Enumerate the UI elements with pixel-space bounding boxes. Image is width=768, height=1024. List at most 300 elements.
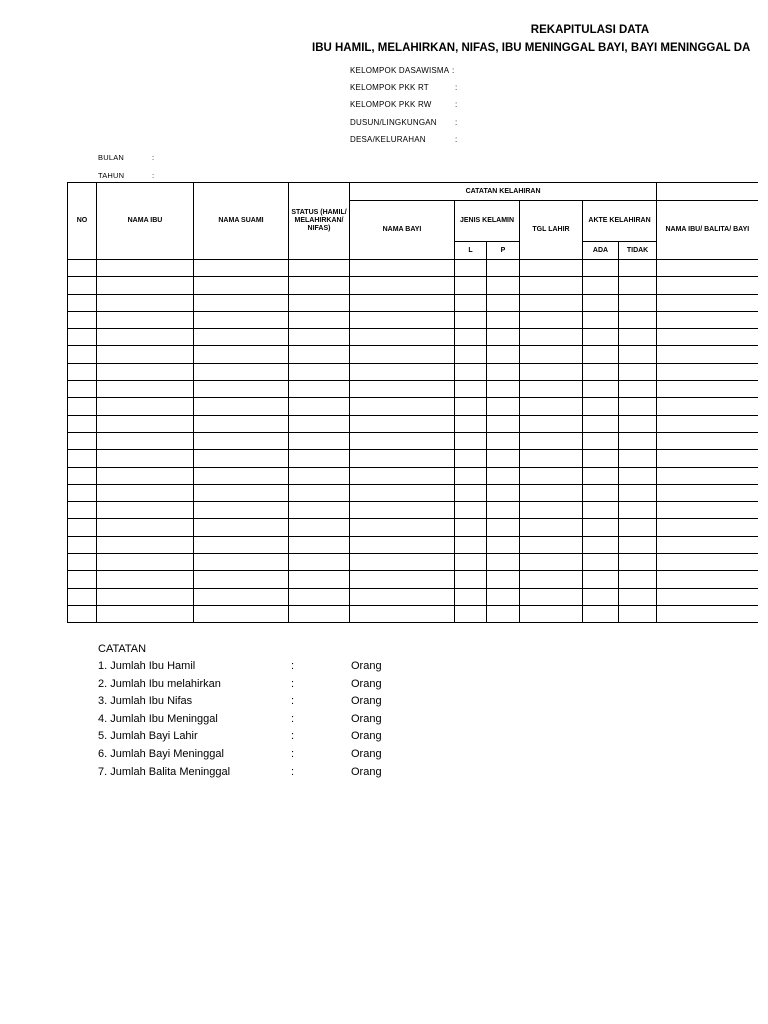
table-cell[interactable] (455, 605, 487, 622)
table-cell[interactable] (68, 484, 97, 501)
table-cell[interactable] (194, 346, 289, 363)
table-cell[interactable] (97, 294, 194, 311)
table-cell[interactable] (350, 519, 455, 536)
table-cell[interactable] (657, 311, 758, 328)
table-cell[interactable] (289, 588, 350, 605)
table-row (68, 329, 758, 346)
table-cell[interactable] (97, 381, 194, 398)
table-row (68, 502, 758, 519)
table-cell[interactable] (289, 554, 350, 571)
note-label: 5. Jumlah Bayi Lahir (98, 730, 198, 743)
table-cell[interactable] (289, 450, 350, 467)
table-cell[interactable] (289, 484, 350, 501)
table-row (68, 294, 758, 311)
table-cell[interactable] (520, 519, 583, 536)
table-cell[interactable] (350, 502, 455, 519)
meta-separator: : (455, 83, 458, 92)
table-cell[interactable] (487, 346, 520, 363)
table-cell[interactable] (487, 571, 520, 588)
table-cell[interactable] (289, 346, 350, 363)
table-cell[interactable] (194, 329, 289, 346)
table-cell[interactable] (289, 605, 350, 622)
meta-field (350, 135, 457, 144)
table-cell[interactable] (657, 588, 758, 605)
table-cell[interactable] (487, 363, 520, 380)
table-cell[interactable] (455, 311, 487, 328)
table-cell[interactable] (583, 346, 619, 363)
table-cell[interactable] (97, 605, 194, 622)
table-cell[interactable] (455, 502, 487, 519)
table-cell[interactable] (583, 467, 619, 484)
table-cell[interactable] (350, 415, 455, 432)
table-cell[interactable] (487, 605, 520, 622)
table-cell[interactable] (289, 571, 350, 588)
table-cell[interactable] (657, 467, 758, 484)
table-cell[interactable] (455, 260, 487, 277)
table-cell[interactable] (455, 329, 487, 346)
table-cell[interactable] (289, 329, 350, 346)
note-item (98, 748, 382, 760)
table-row (68, 450, 758, 467)
table-cell[interactable] (657, 519, 758, 536)
note-label: 2. Jumlah Ibu melahirkan (98, 677, 221, 690)
table-cell[interactable] (583, 588, 619, 605)
table-cell[interactable] (455, 346, 487, 363)
table-cell[interactable] (194, 260, 289, 277)
table-cell[interactable] (520, 605, 583, 622)
table-cell[interactable] (68, 432, 97, 449)
table-cell[interactable] (68, 571, 97, 588)
table-cell[interactable] (289, 536, 350, 553)
table-cell[interactable] (194, 588, 289, 605)
meta-separator: : (455, 118, 458, 127)
table-cell[interactable] (194, 484, 289, 501)
table-cell[interactable] (487, 484, 520, 501)
table-cell[interactable] (657, 571, 758, 588)
bulan-label: BULAN (98, 153, 125, 162)
table-cell[interactable] (194, 432, 289, 449)
table-cell[interactable] (97, 311, 194, 328)
table-cell[interactable] (194, 450, 289, 467)
table-cell[interactable] (68, 415, 97, 432)
tahun-field (98, 171, 154, 180)
note-item (98, 660, 382, 672)
table-cell[interactable] (520, 398, 583, 415)
meta-field (350, 83, 457, 92)
table-cell[interactable] (657, 346, 758, 363)
col-header-jenis-kelamin: JENIS KELAMIN (455, 201, 520, 242)
table-cell[interactable] (194, 605, 289, 622)
table-cell[interactable] (97, 467, 194, 484)
note-unit: Orang (351, 677, 382, 690)
table-cell[interactable] (68, 311, 97, 328)
table-cell[interactable] (487, 260, 520, 277)
table-row (68, 432, 758, 449)
table-cell[interactable] (657, 329, 758, 346)
table-cell[interactable] (455, 571, 487, 588)
table-cell[interactable] (619, 311, 657, 328)
document-subtitle: IBU HAMIL, MELAHIRKAN, NIFAS, IBU MENINGGAL BAYI, BAYI MENINGGAL DA (312, 42, 751, 54)
table-cell[interactable] (97, 329, 194, 346)
table-cell[interactable] (487, 536, 520, 553)
table-cell[interactable] (520, 536, 583, 553)
table-cell[interactable] (68, 467, 97, 484)
table-cell[interactable] (68, 536, 97, 553)
table-row (68, 605, 758, 622)
table-cell[interactable] (583, 363, 619, 380)
note-item (98, 730, 382, 742)
table-cell[interactable] (619, 450, 657, 467)
table-cell[interactable] (487, 294, 520, 311)
table-cell[interactable] (350, 346, 455, 363)
table-cell[interactable] (68, 277, 97, 294)
note-label: 3. Jumlah Ibu Nifas (98, 695, 193, 708)
table-cell[interactable] (350, 432, 455, 449)
table-cell[interactable] (619, 432, 657, 449)
meta-separator: : (455, 100, 458, 109)
note-unit: Orang (351, 695, 382, 708)
table-cell[interactable] (350, 260, 455, 277)
table-cell[interactable] (350, 329, 455, 346)
table-row (68, 571, 758, 588)
table-cell[interactable] (97, 484, 194, 501)
table-row (68, 398, 758, 415)
table-row (68, 311, 758, 328)
table-cell[interactable] (68, 381, 97, 398)
table-cell[interactable] (657, 415, 758, 432)
table-cell[interactable] (520, 294, 583, 311)
col-header-no: NO (68, 183, 97, 260)
table-cell[interactable] (350, 398, 455, 415)
table-cell[interactable] (583, 571, 619, 588)
table-cell[interactable] (97, 398, 194, 415)
table-cell[interactable] (657, 536, 758, 553)
table-cell[interactable] (520, 415, 583, 432)
table-cell[interactable] (97, 363, 194, 380)
table-cell[interactable] (619, 398, 657, 415)
table-cell[interactable] (520, 277, 583, 294)
tahun-label: TAHUN (98, 171, 125, 180)
table-cell[interactable] (455, 294, 487, 311)
table-cell[interactable] (487, 467, 520, 484)
table-row (68, 467, 758, 484)
table-cell[interactable] (657, 432, 758, 449)
table-cell[interactable] (455, 484, 487, 501)
note-unit: Orang (351, 712, 382, 725)
table-cell[interactable] (583, 294, 619, 311)
table-cell[interactable] (455, 554, 487, 571)
note-item (98, 695, 382, 707)
table-cell[interactable] (583, 484, 619, 501)
table-cell[interactable] (619, 536, 657, 553)
table-cell[interactable] (520, 311, 583, 328)
table-cell[interactable] (520, 432, 583, 449)
table-cell[interactable] (619, 484, 657, 501)
table-cell[interactable] (194, 381, 289, 398)
table-cell[interactable] (194, 467, 289, 484)
table-cell[interactable] (350, 554, 455, 571)
table-cell[interactable] (97, 450, 194, 467)
table-cell[interactable] (455, 467, 487, 484)
table-cell[interactable] (97, 260, 194, 277)
table-cell[interactable] (289, 381, 350, 398)
table-row (68, 554, 758, 571)
col-header-tidak: TIDAK (619, 242, 657, 260)
document-title: REKAPITULASI DATA (530, 24, 650, 36)
table-cell[interactable] (520, 467, 583, 484)
table-cell[interactable] (487, 502, 520, 519)
table-cell[interactable] (657, 381, 758, 398)
table-cell[interactable] (350, 467, 455, 484)
table-cell[interactable] (455, 381, 487, 398)
table-cell[interactable] (194, 415, 289, 432)
table-cell[interactable] (289, 294, 350, 311)
col-header-nama-suami: NAMA SUAMI (194, 183, 289, 260)
meta-label: DESA/KELURAHAN (350, 135, 426, 144)
table-cell[interactable] (68, 363, 97, 380)
table-cell[interactable] (194, 519, 289, 536)
table-cell[interactable] (68, 260, 97, 277)
meta-separator: : (452, 66, 455, 75)
table-cell[interactable] (487, 432, 520, 449)
table-cell[interactable] (657, 294, 758, 311)
table-cell[interactable] (487, 588, 520, 605)
table-cell[interactable] (350, 605, 455, 622)
table-cell[interactable] (487, 398, 520, 415)
table-cell[interactable] (289, 398, 350, 415)
table-cell[interactable] (583, 381, 619, 398)
note-separator: : (291, 730, 295, 743)
table-cell[interactable] (455, 415, 487, 432)
bulan-separator: : (152, 153, 155, 162)
table-cell[interactable] (487, 277, 520, 294)
table-cell[interactable] (194, 536, 289, 553)
table-cell[interactable] (657, 554, 758, 571)
table-cell[interactable] (520, 346, 583, 363)
table-cell[interactable] (455, 432, 487, 449)
note-unit: Orang (351, 748, 382, 760)
table-cell[interactable] (520, 260, 583, 277)
table-cell[interactable] (619, 329, 657, 346)
table-cell[interactable] (350, 311, 455, 328)
table-cell[interactable] (619, 260, 657, 277)
note-separator: : (291, 765, 295, 778)
table-cell[interactable] (657, 398, 758, 415)
table-cell[interactable] (619, 571, 657, 588)
table-cell[interactable] (657, 277, 758, 294)
table-cell[interactable] (194, 277, 289, 294)
table-cell[interactable] (583, 450, 619, 467)
table-cell[interactable] (194, 294, 289, 311)
notes-title: CATATAN (98, 643, 147, 655)
note-separator: : (291, 695, 295, 708)
table-cell[interactable] (619, 294, 657, 311)
table-cell[interactable] (619, 554, 657, 571)
table-cell[interactable] (487, 329, 520, 346)
table-cell[interactable] (619, 346, 657, 363)
table-cell[interactable] (289, 277, 350, 294)
note-unit: Orang (351, 730, 382, 743)
table-cell[interactable] (194, 398, 289, 415)
table-row (68, 363, 758, 380)
table-cell[interactable] (68, 554, 97, 571)
table-cell[interactable] (194, 571, 289, 588)
table-cell[interactable] (619, 519, 657, 536)
table-cell[interactable] (487, 450, 520, 467)
table-cell[interactable] (194, 502, 289, 519)
table-cell[interactable] (68, 329, 97, 346)
table-cell[interactable] (520, 381, 583, 398)
table-cell[interactable] (350, 588, 455, 605)
table-cell[interactable] (487, 381, 520, 398)
table-cell[interactable] (455, 519, 487, 536)
table-cell[interactable] (520, 363, 583, 380)
table-cell[interactable] (619, 277, 657, 294)
tahun-separator: : (152, 171, 155, 180)
table-cell[interactable] (657, 450, 758, 467)
table-cell[interactable] (487, 311, 520, 328)
table-cell[interactable] (68, 605, 97, 622)
table-cell[interactable] (583, 277, 619, 294)
table-cell[interactable] (194, 554, 289, 571)
table-cell[interactable] (194, 363, 289, 380)
data-table (67, 182, 758, 623)
table-cell[interactable] (455, 588, 487, 605)
note-label: 6. Jumlah Bayi Meninggal (98, 748, 224, 760)
table-cell[interactable] (520, 329, 583, 346)
table-cell[interactable] (520, 484, 583, 501)
table-cell[interactable] (68, 450, 97, 467)
table-cell[interactable] (619, 467, 657, 484)
table-cell[interactable] (289, 415, 350, 432)
table-cell[interactable] (619, 363, 657, 380)
table-cell[interactable] (487, 519, 520, 536)
table-cell[interactable] (455, 363, 487, 380)
col-header-tgl-lahir: TGL LAHIR (520, 201, 583, 260)
table-cell[interactable] (68, 398, 97, 415)
table-cell[interactable] (619, 415, 657, 432)
table-cell[interactable] (350, 277, 455, 294)
meta-label: DUSUN/LINGKUNGAN (350, 118, 437, 127)
table-cell[interactable] (289, 363, 350, 380)
table-cell[interactable] (350, 450, 455, 467)
table-cell[interactable] (350, 294, 455, 311)
col-header-ada: ADA (583, 242, 619, 260)
table-cell[interactable] (583, 415, 619, 432)
table-cell[interactable] (350, 571, 455, 588)
table-row (68, 588, 758, 605)
table-cell[interactable] (619, 502, 657, 519)
table-cell[interactable] (289, 432, 350, 449)
table-cell[interactable] (583, 502, 619, 519)
table-cell[interactable] (350, 381, 455, 398)
table-cell[interactable] (289, 467, 350, 484)
table-cell[interactable] (583, 554, 619, 571)
table-cell[interactable] (619, 381, 657, 398)
col-header-nama-ibu-balita: NAMA IBU/ BALITA/ BAYI (657, 201, 758, 260)
table-cell[interactable] (97, 554, 194, 571)
table-cell[interactable] (97, 346, 194, 363)
table-cell[interactable] (487, 554, 520, 571)
table-cell[interactable] (97, 432, 194, 449)
col-header-catatan-kelahiran: CATATAN KELAHIRAN (350, 183, 657, 201)
table-row (68, 381, 758, 398)
table-row (68, 277, 758, 294)
table-cell[interactable] (520, 554, 583, 571)
col-header-nama-ibu: NAMA IBU (97, 183, 194, 260)
table-row (68, 260, 758, 277)
table-cell[interactable] (520, 588, 583, 605)
table-cell[interactable] (657, 605, 758, 622)
table-cell[interactable] (68, 346, 97, 363)
table-cell[interactable] (583, 260, 619, 277)
table-cell[interactable] (289, 519, 350, 536)
table-cell[interactable] (583, 432, 619, 449)
meta-label: KELOMPOK PKK RT (350, 83, 429, 92)
meta-field (350, 100, 457, 109)
table-cell[interactable] (97, 571, 194, 588)
table-cell[interactable] (68, 588, 97, 605)
table-row (68, 415, 758, 432)
table-cell[interactable] (520, 450, 583, 467)
table-cell[interactable] (68, 502, 97, 519)
table-cell[interactable] (350, 536, 455, 553)
table-row (68, 519, 758, 536)
table-cell[interactable] (583, 519, 619, 536)
table-cell[interactable] (97, 415, 194, 432)
note-separator: : (291, 712, 295, 725)
table-cell[interactable] (350, 363, 455, 380)
table-cell[interactable] (657, 484, 758, 501)
table-cell[interactable] (619, 588, 657, 605)
table-cell[interactable] (97, 519, 194, 536)
col-header-status: STATUS (HAMIL/ MELAHIRKAN/ NIFAS) (289, 183, 350, 260)
table-cell[interactable] (97, 277, 194, 294)
table-cell[interactable] (583, 536, 619, 553)
table-cell[interactable] (487, 415, 520, 432)
table-cell[interactable] (455, 398, 487, 415)
table-cell[interactable] (520, 571, 583, 588)
table-cell[interactable] (583, 398, 619, 415)
table-cell[interactable] (68, 294, 97, 311)
table-cell[interactable] (455, 536, 487, 553)
note-unit: Orang (351, 765, 382, 778)
table-cell[interactable] (455, 450, 487, 467)
table-cell[interactable] (97, 502, 194, 519)
note-separator: : (291, 660, 295, 672)
table-cell[interactable] (194, 311, 289, 328)
table-cell[interactable] (97, 536, 194, 553)
table-cell[interactable] (657, 363, 758, 380)
table-cell[interactable] (657, 260, 758, 277)
table-cell[interactable] (289, 311, 350, 328)
note-label: 7. Jumlah Balita Meninggal (98, 765, 231, 778)
table-cell[interactable] (350, 484, 455, 501)
table-cell[interactable] (68, 519, 97, 536)
table-cell[interactable] (520, 502, 583, 519)
col-header-akte-kelahiran: AKTE KELAHIRAN (583, 201, 657, 242)
table-cell[interactable] (657, 502, 758, 519)
table-cell[interactable] (97, 588, 194, 605)
table-cell[interactable] (583, 605, 619, 622)
table-cell[interactable] (289, 502, 350, 519)
table-cell[interactable] (289, 260, 350, 277)
meta-separator: : (455, 135, 458, 144)
table-cell[interactable] (583, 329, 619, 346)
table-cell[interactable] (583, 311, 619, 328)
table-cell[interactable] (619, 605, 657, 622)
table-cell[interactable] (455, 277, 487, 294)
